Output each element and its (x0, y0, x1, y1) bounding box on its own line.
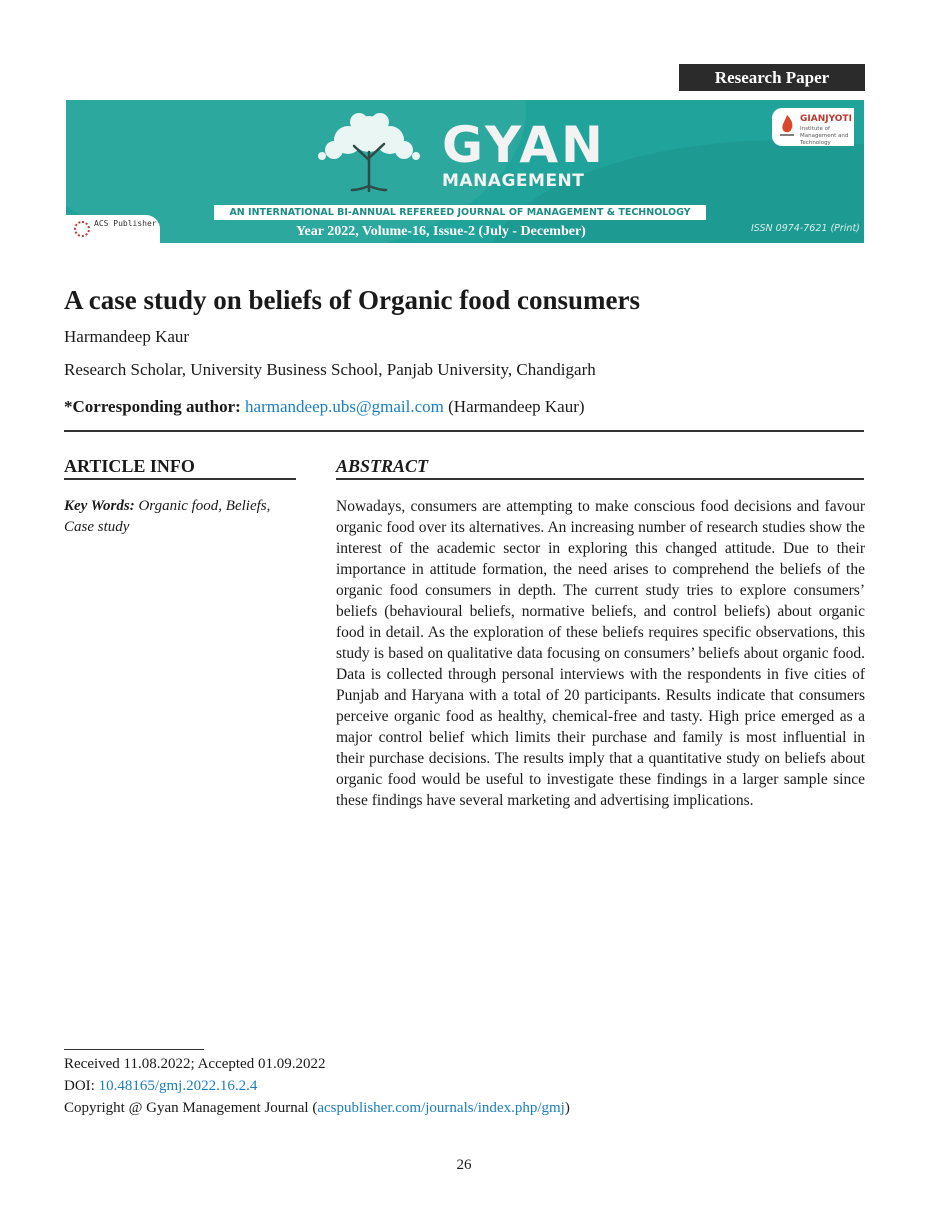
copyright-line (64, 1098, 570, 1118)
copyright-prefix: Copyright @ Gyan Management Journal ( (64, 1100, 318, 1116)
abstract-heading: ABSTRACT (336, 456, 429, 476)
article-info-heading: ARTICLE INFO (64, 456, 195, 476)
tree-logo-icon (314, 112, 424, 192)
institute-subname: Institute of Management and Technology (800, 126, 849, 146)
publisher-logo-icon (74, 221, 90, 237)
footnote-divider (64, 1049, 204, 1050)
corresponding-label: *Corresponding author: (64, 397, 241, 416)
abstract-text: Nowadays, consumers are attempting to make conscious food decisions and favour organic food over its alternatives. An increasing number of research studies show the interest of the academic sector in exploring this changed attitude. Due to their importance in attitude formation, the need arises to comprehend the beliefs of the organic food consumers in depth. The current study tries to explore consumers’ beliefs (behavioural beliefs, normative beliefs, and control beliefs) about organic food in detail. As the exploration of these beliefs requires specific observations, this study is based on qualitative data focusing on consumers’ beliefs about organic food. Data is collected through personal interviews with the respondents in five cities of Punjab and Haryana with a total of 20 participants. Results indicate that consumers perceive organic food as healthy, chemical-free and tasty. High price emerged as a major control belief which limits their purchase and family is most influential in their purchase decisions. The results imply that a quantitative study on beliefs about organic food would be useful to investigate these findings in a larger sample since these findings have several marketing and advertising implications. (336, 498, 865, 809)
corresponding-author (64, 396, 585, 418)
copyright-suffix: ) (564, 1100, 570, 1116)
institute-logo (772, 108, 854, 146)
issue-line: Year 2022, Volume-16, Issue-2 (July - December) (296, 224, 586, 239)
keywords-text: Organic food, Beliefs, Case study (64, 498, 271, 535)
divider (336, 478, 864, 480)
issn: ISSN 0974-7621 (Print) (751, 223, 860, 234)
doi-label: DOI: (64, 1078, 95, 1094)
journal-name: GYAN (442, 116, 606, 174)
corresponding-name: (Harmandeep Kaur) (448, 397, 585, 416)
journal-subname: MANAGEMENT (442, 171, 585, 191)
journal-url-link[interactable]: acspublisher.com/journals/index.php/gmj (317, 1100, 565, 1116)
doi-line (64, 1076, 257, 1096)
article-type-badge: Research Paper (679, 64, 865, 91)
institute-name: GIANJYOTI (800, 114, 852, 124)
article-title: A case study on beliefs of Organic food consumers (64, 285, 640, 315)
doi-link[interactable]: 10.48165/gmj.2022.16.2.4 (98, 1078, 258, 1094)
page-number: 26 (456, 1157, 472, 1173)
institute-flame-icon (778, 114, 796, 136)
divider (64, 430, 864, 432)
keywords (64, 496, 284, 538)
publisher-logo-text: ACS Publisher (94, 219, 157, 228)
journal-tagline: AN INTERNATIONAL BI-ANNUAL REFEREED JOURNAL OF MANAGEMENT & TECHNOLOGY (214, 205, 706, 220)
divider (64, 478, 296, 480)
keywords-label: Key Words: (64, 498, 135, 514)
corresponding-email-link[interactable]: harmandeep.ubs@gmail.com (245, 397, 444, 416)
author-name: Harmandeep Kaur (64, 327, 190, 346)
publisher-logo (66, 215, 160, 243)
author-affiliation: Research Scholar, University Business School, Panjab University, Chandigarh (64, 360, 596, 379)
received-dates: Received 11.08.2022; Accepted 01.09.2022 (64, 1056, 326, 1072)
journal-banner (66, 100, 864, 243)
